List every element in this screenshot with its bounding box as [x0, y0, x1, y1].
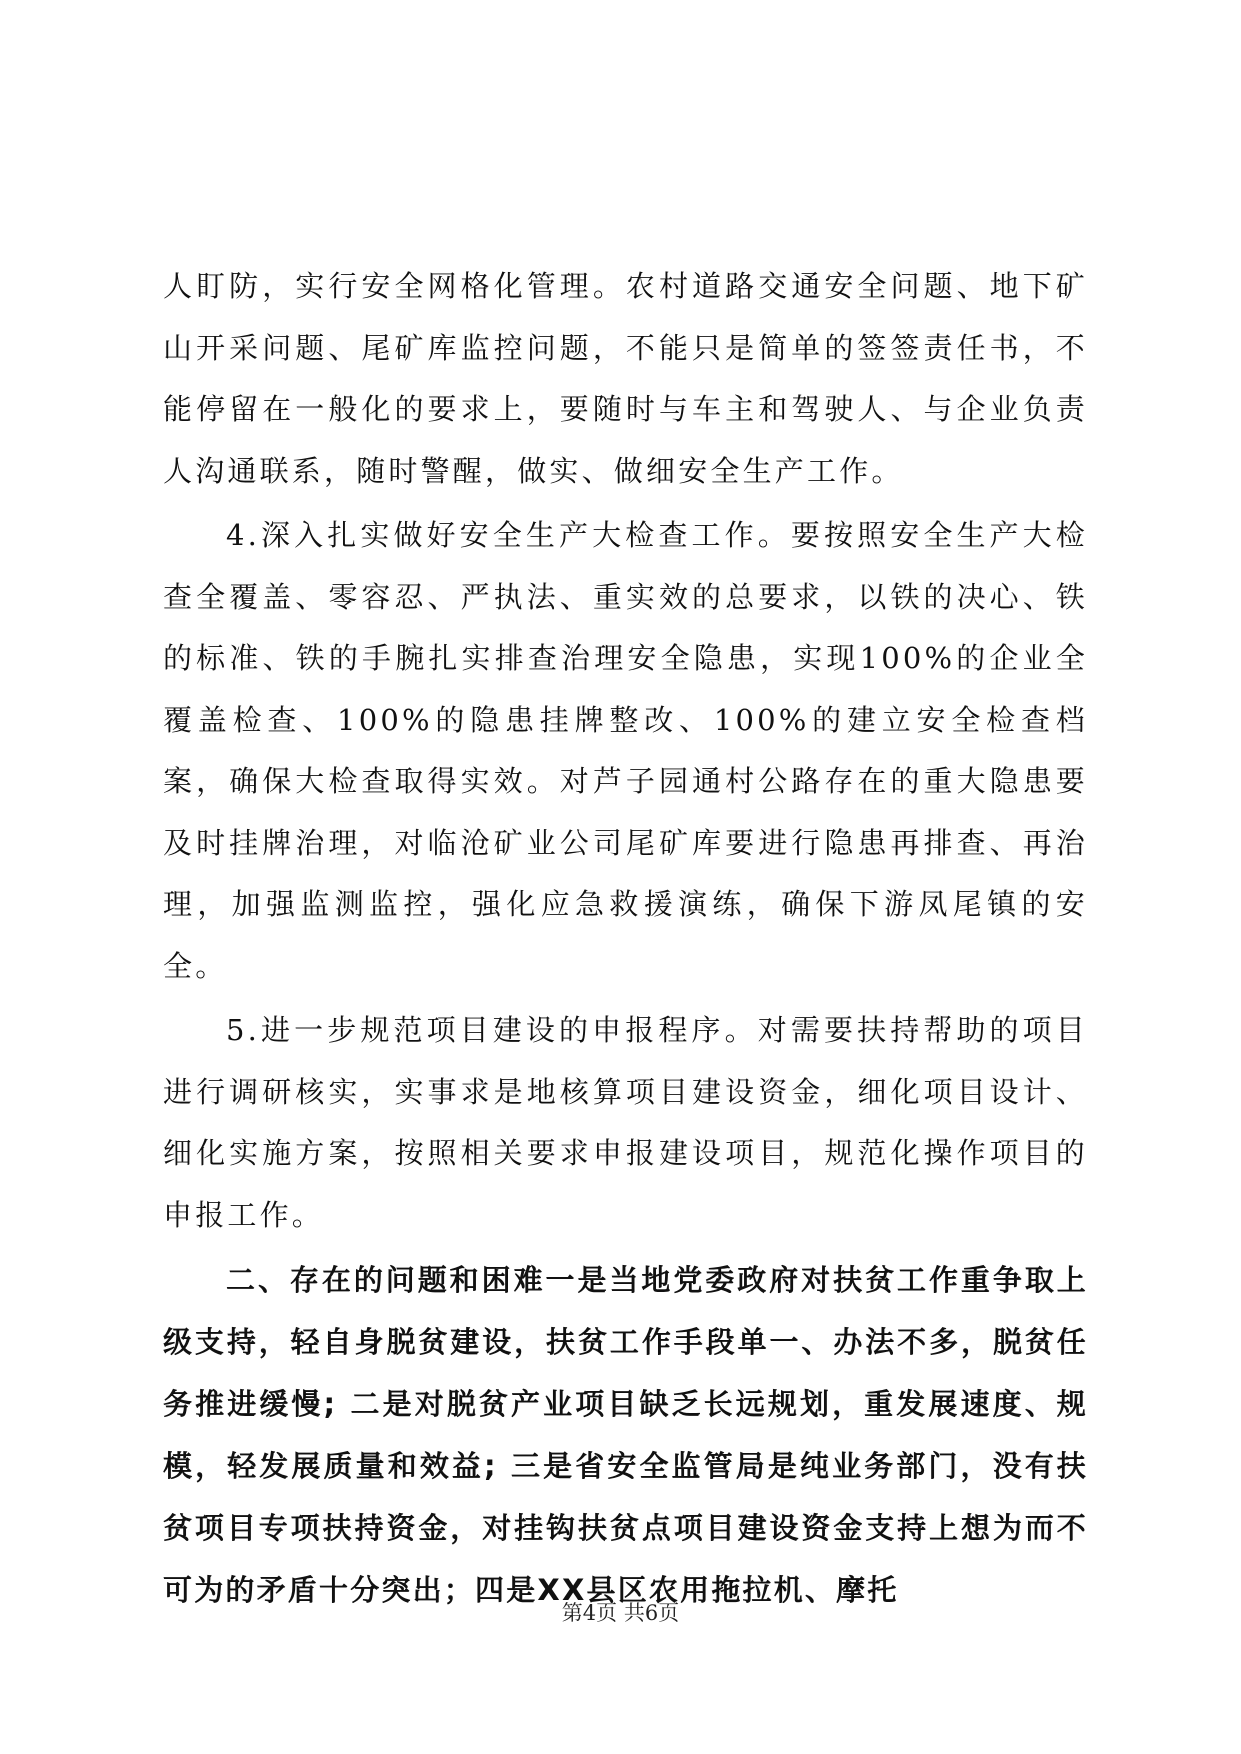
paragraph-safety-grid: 人盯防，实行安全网格化管理。农村道路交通安全问题、地下矿山开采问题、尾矿库监控问题，不能只是简单的签签责任书，不能停留在一般化的要求上，要随时与车主和驾驶人、与企业负责人沟通联系，随时警醒，做实、做细安全生产工作。 [163, 269, 1088, 488]
paragraph-safety-inspection: 4.深入扎实做好安全生产大检查工作。要按照安全生产大检查全覆盖、零容忍、严执法、重实效的总要求，以铁的决心、铁的标准、铁的手腕扎实排查治理安全隐患，实现100%的企业全覆盖检查、100%的隐患挂牌整改、100%的建立安全检查档案，确保大检查取得实效。对芦子园通村公路存在的重大隐患要及时挂牌治理，对临沧矿业公司尾矿库要进行隐患再排查、再治理，加强监测监控，强化应急救援演练，确保下游凤尾镇的安全。 [163, 518, 1088, 983]
paragraph-project-declaration: 5.进一步规范项目建设的申报程序。对需要扶持帮助的项目进行调研核实，实事求是地核算项目建设资金，细化项目设计、细化实施方案，按照相关要求申报建设项目，规范化操作项目的申报工作。 [163, 1013, 1088, 1232]
paragraph-problems-difficulties: 二、存在的问题和困难一是当地党委政府对扶贫工作重争取上级支持，轻自身脱贫建设，扶贫工作手段单一、办法不多，脱贫任务推进缓慢; 二是对脱贫产业项目缺乏长远规划，重发展速度、规模，轻发展质量和效益; 三是省安全监管局是纯业务部门，没有扶贫项目专项扶持资金，对挂钩扶贫点项目建设资金支持上想为而不可为的矛盾十分突出；四是XX县区农用拖拉机、摩托 [163, 1263, 1088, 1607]
page-number-footer: 第4页 共6页 [561, 1601, 680, 1625]
document-body [163, 256, 1088, 1621]
